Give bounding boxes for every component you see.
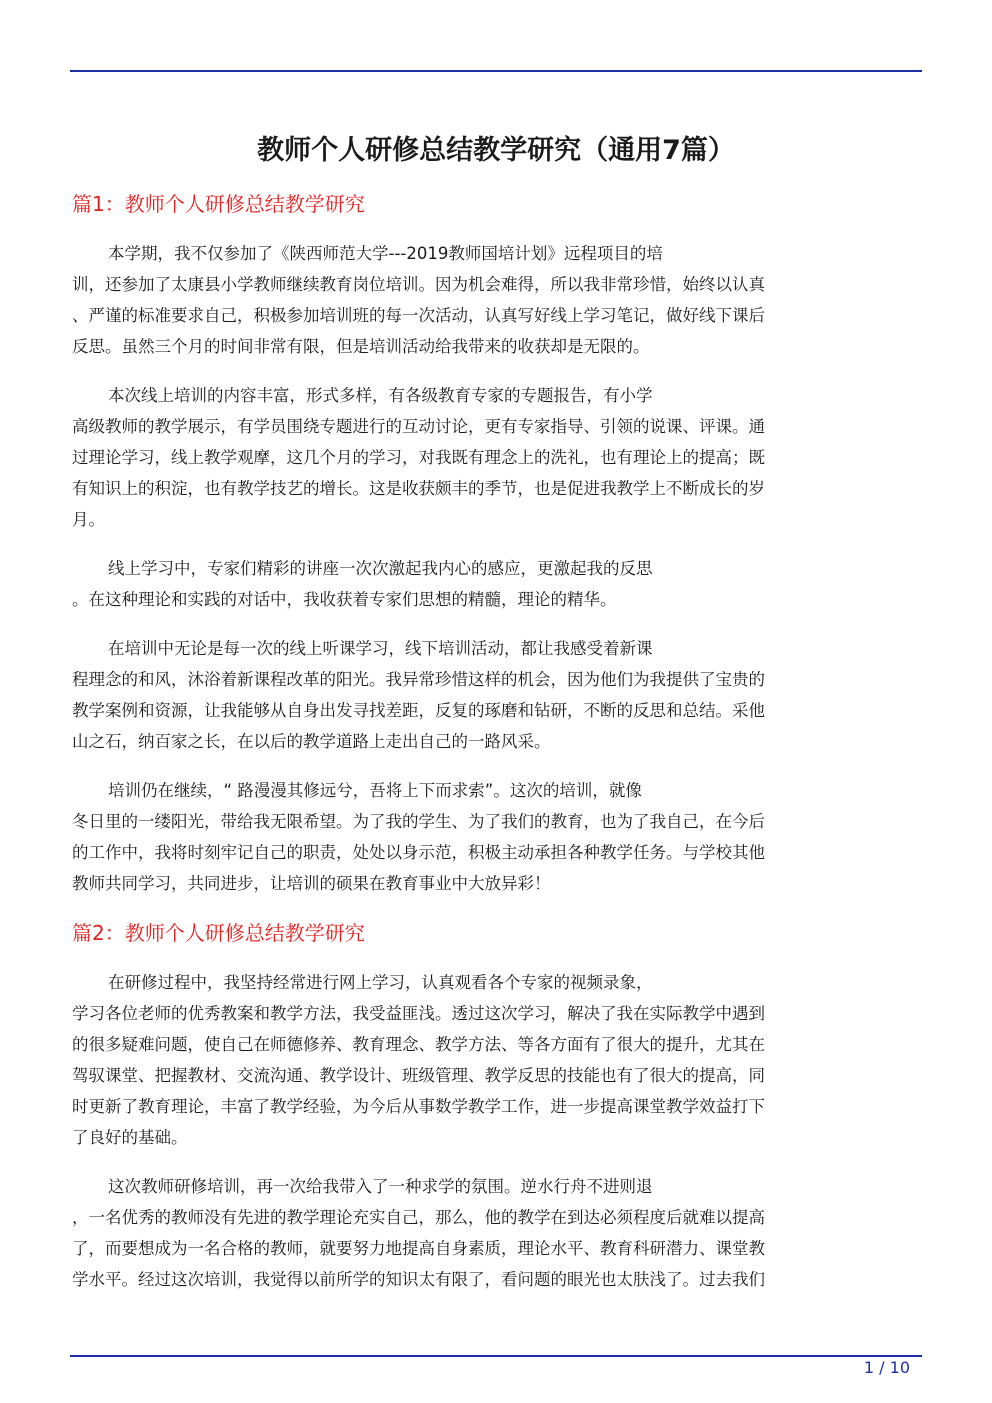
paragraph — [72, 1171, 910, 1295]
paragraph-line: 有知识上的积淀，也有教学技艺的增长。这是收获颇丰的季节，也是促进我教学上不断成长的岁 — [72, 479, 765, 498]
paragraph-line: 时更新了教育理论，丰富了教学经验，为今后从事数学教学工作，进一步提高课堂教学效益打下 — [72, 1097, 765, 1116]
paragraph-line: 冬日里的一缕阳光，带给我无限希望。为了我的学生、为了我们的教育，也为了我自己，在今后 — [72, 812, 765, 831]
paragraph-line: 在研修过程中，我坚持经常进行网上学习，认真观看各个专家的视频录象， — [108, 973, 653, 992]
paragraph-line: ，一名优秀的教师没有先进的教学理论充实自己，那么，他的教学在到达必须程度后就难以提高 — [72, 1208, 765, 1227]
paragraph-line: 学水平。经过这次培训，我觉得以前所学的知识太有限了，看问题的眼光也太肤浅了。过去我们 — [72, 1270, 765, 1289]
paragraph-line: 教师共同学习，共同进步，让培训的硕果在教育事业中大放异彩！ — [72, 874, 551, 893]
paragraph-line: 山之石，纳百家之长，在以后的教学道路上走出自己的一路风采。 — [72, 732, 551, 751]
paragraph — [72, 553, 910, 615]
paragraph — [72, 633, 910, 757]
paragraph-line: 过理论学习，线上教学观摩，这几个月的学习，对我既有理念上的洗礼，也有理论上的提高；既 — [72, 448, 765, 467]
paragraph-line: 本学期，我不仅参加了《陕西师范大学---2019教师国培计划》远程项目的培 — [108, 244, 663, 263]
document-title: 教师个人研修总结教学研究（通用7篇） — [257, 135, 735, 166]
header-rule — [70, 70, 922, 72]
paragraph — [72, 775, 910, 899]
paragraph-line: 反思。虽然三个月的时间非常有限，但是培训活动给我带来的收获却是无限的。 — [72, 337, 650, 356]
paragraph-line: 在培训中无论是每一次的线上听课学习，线下培训活动，都让我感受着新课 — [108, 639, 653, 658]
paragraph-line: 、严谨的标准要求自己，积极参加培训班的每一次活动，认真写好线上学习笔记，做好线下课后 — [72, 306, 765, 325]
paragraph-line: 线上学习中，专家们精彩的讲座一次次激起我内心的感应，更激起我的反思 — [108, 559, 653, 578]
paragraph-line: 了良好的基础。 — [72, 1128, 188, 1147]
paragraph-line: 程理念的和风，沐浴着新课程改革的阳光。我异常珍惜这样的机会，因为他们为我提供了宝贵的 — [72, 670, 765, 689]
paragraph — [72, 967, 910, 1153]
paragraph-line: 训，还参加了太康县小学教师继续教育岗位培训。因为机会难得，所以我非常珍惜，始终以认真 — [72, 275, 765, 294]
footer-rule — [70, 1355, 922, 1357]
paragraph-line: 这次教师研修培训，再一次给我带入了一种求学的氛围。逆水行舟不进则退 — [108, 1177, 653, 1196]
paragraph-line: 培训仍在继续，“ 路漫漫其修远兮，吾将上下而求索”。这次的培训，就像 — [108, 781, 642, 800]
section-heading: 篇1：教师个人研修总结教学研究 — [72, 192, 365, 216]
paragraph-line: 的工作中，我将时刻牢记自己的职责，处处以身示范，积极主动承担各种教学任务。与学校其他 — [72, 843, 765, 862]
paragraph — [72, 380, 910, 535]
paragraph-line: 学习各位老师的优秀教案和教学方法，我受益匪浅。透过这次学习，解决了我在实际教学中遇到 — [72, 1004, 765, 1023]
paragraph-line: 驾驭课堂、把握教材、交流沟通、教学设计、班级管理、教学反思的技能也有了很大的提高，同 — [72, 1066, 765, 1085]
paragraph-line: 高级教师的教学展示，有学员围绕专题进行的互动讨论，更有专家指导、引领的说课、评课。通 — [72, 417, 765, 436]
paragraph-line: 了，而要想成为一名合格的教师，就要努力地提高自身素质，理论水平、教育科研潜力、课堂教 — [72, 1239, 765, 1258]
page-indicator: 1 / 10 — [863, 1358, 910, 1377]
document-body — [72, 188, 910, 1313]
paragraph-line: 月。 — [72, 510, 105, 529]
section-heading: 篇2：教师个人研修总结教学研究 — [72, 921, 365, 945]
paragraph-line: 的很多疑难问题，使自己在师德修养、教育理念、教学方法、等各方面有了很大的提升，尤其在 — [72, 1035, 765, 1054]
paragraph-line: 。在这种理论和实践的对话中，我收获着专家们思想的精髓，理论的精华。 — [72, 590, 617, 609]
paragraph-line: 本次线上培训的内容丰富，形式多样，有各级教育专家的专题报告，有小学 — [108, 386, 653, 405]
paragraph — [72, 238, 910, 362]
paragraph-line: 教学案例和资源，让我能够从自身出发寻找差距，反复的琢磨和钻研，不断的反思和总结。采他 — [72, 701, 765, 720]
